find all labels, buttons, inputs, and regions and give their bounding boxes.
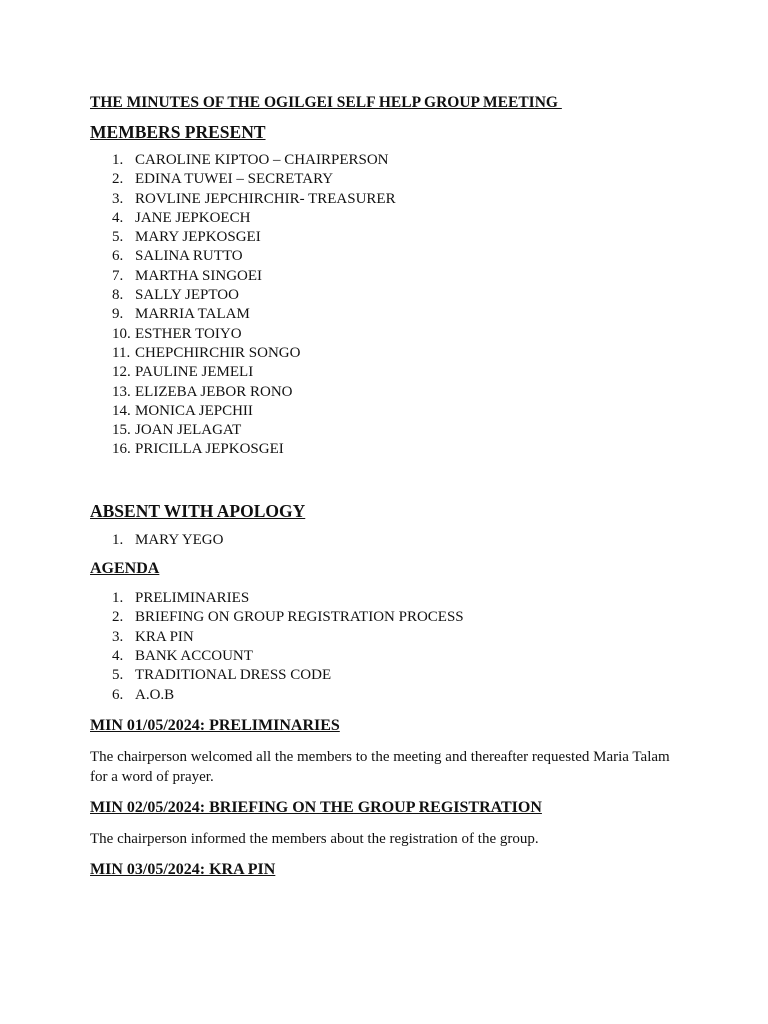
list-item-number: 2. — [112, 609, 124, 626]
list-item — [90, 686, 690, 705]
absent-heading: ABSENT WITH APOLOGY — [90, 500, 306, 521]
list-item — [90, 363, 690, 382]
list-item-number: 11. — [112, 344, 131, 361]
list-item-text: MARY JEPKOSGEI — [135, 229, 261, 246]
min-03-heading: MIN 03/05/2024: KRA PIN — [90, 860, 276, 878]
list-item-text: TRADITIONAL DRESS CODE — [135, 667, 332, 684]
absent-list — [90, 531, 690, 550]
min-02-heading: MIN 02/05/2024: BRIEFING ON THE GROUP REGISTRATION — [90, 798, 542, 816]
list-item-number: 2. — [112, 171, 124, 188]
list-item — [90, 228, 690, 247]
list-item-number: 14. — [112, 402, 131, 419]
list-item-number: 6. — [112, 686, 124, 703]
list-item — [90, 190, 690, 209]
list-item — [90, 589, 690, 608]
list-item-text: MARTHA SINGOEI — [135, 267, 263, 284]
list-item — [90, 170, 690, 189]
list-item — [90, 402, 690, 421]
list-item-number: 5. — [112, 229, 124, 246]
list-item-text: KRA PIN — [135, 628, 194, 645]
list-item-number: 4. — [112, 209, 124, 226]
list-item-text: PRELIMINARIES — [135, 590, 250, 607]
list-item — [90, 344, 690, 363]
min-01-heading: MIN 01/05/2024: PRELIMINARIES — [90, 716, 340, 734]
list-item — [90, 305, 690, 324]
list-item — [90, 666, 690, 685]
members-present-list — [90, 151, 690, 460]
list-item-text: MARRIA TALAM — [135, 306, 250, 323]
list-item-number: 12. — [112, 364, 131, 381]
list-item-number: 5. — [112, 667, 124, 684]
list-item-text: SALINA RUTTO — [135, 248, 243, 265]
list-item-number: 3. — [112, 190, 124, 207]
list-item — [90, 628, 690, 647]
list-item — [90, 608, 690, 627]
list-item-text: JOAN JELAGAT — [135, 422, 242, 439]
list-item-number: 8. — [112, 287, 124, 304]
list-item — [90, 531, 690, 550]
list-item-text: PAULINE JEMELI — [135, 364, 254, 381]
list-item-number: 1. — [112, 152, 124, 168]
list-item — [90, 247, 690, 266]
list-item — [90, 286, 690, 305]
list-item-number: 1. — [112, 531, 124, 548]
list-item-number: 16. — [112, 441, 131, 458]
list-item — [90, 267, 690, 286]
list-item-text: ESTHER TOIYO — [135, 325, 242, 342]
list-item — [90, 647, 690, 666]
members-present-heading: MEMBERS PRESENT — [90, 122, 266, 142]
min-02-body: The chairperson informed the members about the registration of the group. — [90, 830, 539, 847]
list-item-number: 6. — [112, 248, 124, 265]
list-item-text: CHEPCHIRCHIR SONGO — [135, 344, 301, 361]
list-item — [90, 325, 690, 344]
list-item-text: PRICILLA JEPKOSGEI — [135, 441, 284, 458]
list-item — [90, 383, 690, 402]
list-item-text: EDINA TUWEI – SECRETARY — [135, 171, 334, 188]
list-item-text: CAROLINE KIPTOO – CHAIRPERSON — [135, 152, 389, 168]
list-item-number: 4. — [112, 647, 124, 664]
list-item-text: BRIEFING ON GROUP REGISTRATION PROCESS — [135, 609, 464, 626]
list-item-text: BANK ACCOUNT — [135, 647, 253, 664]
min-01-body: The chairperson welcomed all the members to the meeting and thereafter requested Maria Talam for a word of prayer. — [90, 748, 670, 785]
agenda-list — [90, 589, 690, 705]
list-item-number: 3. — [112, 628, 124, 645]
list-item-text: ROVLINE JEPCHIRCHIR- TREASURER — [135, 190, 396, 207]
list-item-number: 7. — [112, 267, 124, 284]
list-item-text: MARY YEGO — [135, 531, 224, 548]
list-item — [90, 440, 690, 459]
document-title: THE MINUTES OF THE OGILGEI SELF HELP GROUP MEETING — [90, 94, 562, 111]
list-item — [90, 421, 690, 440]
list-item-text: ELIZEBA JEBOR RONO — [135, 383, 293, 400]
list-item-number: 9. — [112, 306, 124, 323]
list-item-number: 10. — [112, 325, 131, 342]
agenda-heading: AGENDA — [90, 560, 160, 578]
list-item-number: 1. — [112, 590, 124, 607]
list-item-text: A.O.B — [135, 686, 175, 703]
list-item-text: MONICA JEPCHII — [135, 402, 253, 419]
document-page — [90, 93, 690, 880]
list-item-number: 13. — [112, 383, 131, 400]
list-item-number: 15. — [112, 422, 131, 439]
list-item-text: JANE JEPKOECH — [135, 209, 251, 226]
list-item — [90, 151, 690, 170]
list-item-text: SALLY JEPTOO — [135, 287, 239, 304]
list-item — [90, 209, 690, 228]
